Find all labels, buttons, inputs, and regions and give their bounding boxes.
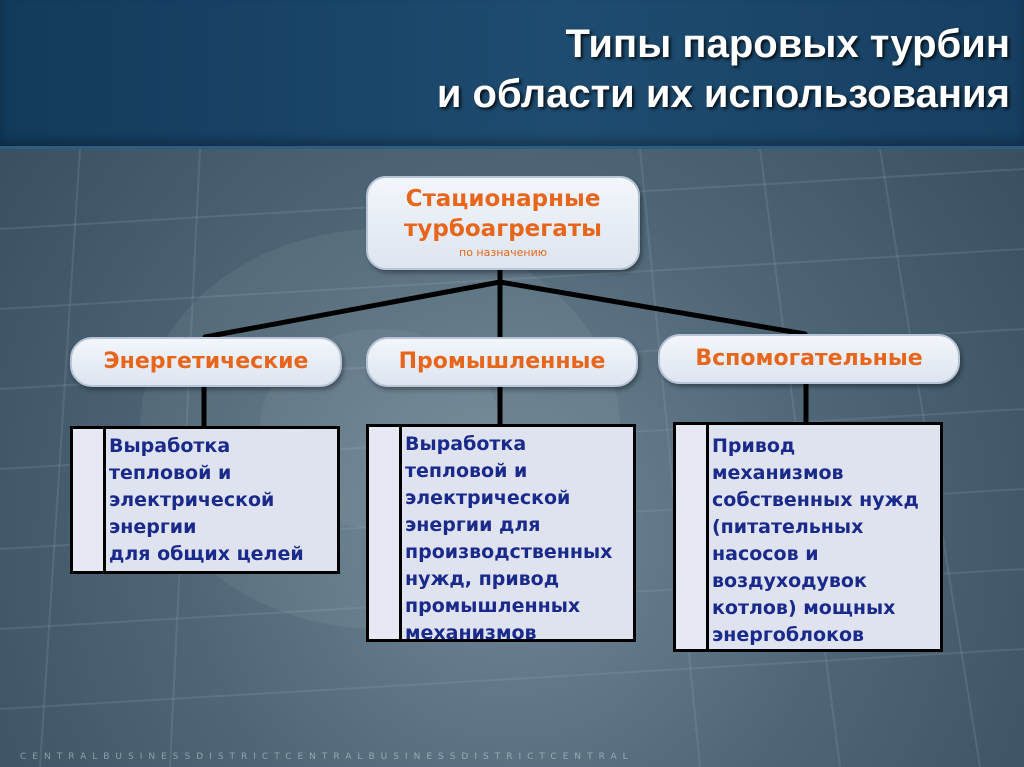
connector-root-right (500, 282, 805, 334)
slide-title-line-2: и области их использования (436, 72, 1010, 116)
description-box-industrial (366, 424, 636, 642)
root-node-caption: по назначению (459, 246, 547, 259)
category-energy: Энергетические (70, 337, 342, 387)
connector-root-left (205, 282, 500, 337)
description-box-auxiliary (673, 422, 943, 652)
description-box-energy (70, 426, 340, 574)
root-node-line-1: Стационарные (405, 186, 601, 212)
background-footer-text: CENTRALBUSINESSDISTRICTCENTRALBUSINESSDISTRICTCENTRAL (20, 752, 634, 762)
description-energy: Выработка тепловой и электрической энергии для общих целей (109, 435, 304, 565)
root-node (366, 176, 640, 270)
slide-title-line-1: Типы паровых турбин (565, 22, 1010, 66)
description-auxiliary: Привод механизмов собственных нужд (питательных насосов и воздуходувок котлов) мощных энергоблоков (712, 435, 919, 646)
box-stripe (676, 425, 709, 649)
root-node-line-2: турбоагрегаты (404, 216, 602, 242)
category-auxiliary: Вспомогательные (658, 334, 960, 384)
description-industrial: Выработка тепловой и электрической энергии для производственных нужд, привод промышленных механизмов (405, 433, 613, 644)
category-industrial: Промышленные (366, 337, 638, 387)
box-stripe (369, 427, 402, 639)
box-stripe (73, 429, 106, 571)
